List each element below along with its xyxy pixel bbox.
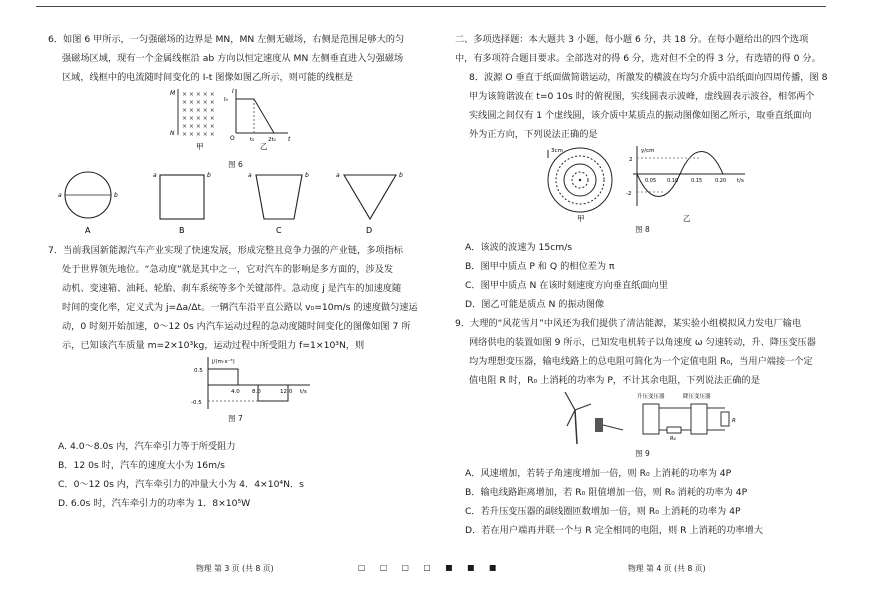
fig8-yi-label: 乙 bbox=[683, 214, 691, 223]
tick-12: 12.0 bbox=[280, 389, 293, 395]
q8-option-C: C．图甲中质点 N 在该时刻速度方向垂直纸面向里 bbox=[465, 280, 668, 291]
svg-text:a: a bbox=[153, 172, 157, 179]
q7-line: 7．当前我国新能源汽车产业实现了快速发展，形成完整且竞争力强的产业链，多项指标 bbox=[48, 245, 403, 256]
label-R: R bbox=[732, 418, 736, 424]
q8-option-B: B．图甲中质点 P 和 Q 的相位差为 π bbox=[465, 261, 615, 272]
transformers-circuit bbox=[637, 392, 736, 442]
svg-text:b: b bbox=[114, 192, 118, 199]
label-3cm: 3cm bbox=[551, 148, 563, 154]
svg-text:D: D bbox=[366, 226, 373, 235]
shape-C-trapezoid bbox=[248, 172, 309, 235]
question-6 bbox=[48, 30, 423, 239]
q7-option-A: A. 4.0～8.0s 内，汽车牵引力等于所受阻力 bbox=[58, 441, 236, 452]
q8-line: 8．波源 O 垂直于纸面做简谐运动，所激发的横波在均匀介质中沿纸面向四周传播，图 8 bbox=[469, 72, 828, 83]
label-ycm: y/cm bbox=[641, 148, 655, 154]
label-ts: t/s bbox=[737, 178, 744, 184]
figure-8 bbox=[455, 144, 830, 224]
svg-text:b: b bbox=[207, 172, 211, 179]
caption-fig9: 图 9 bbox=[635, 449, 650, 458]
q8-option-A: A．该波的波速为 15cm/s bbox=[465, 242, 573, 253]
q9-line: 均为理想变压器，输电线路上的总电阻可简化为一个定值电阻 R₀，当用户端接一个定 bbox=[469, 356, 813, 367]
q7-line: 动机、变速箱、油耗、轮胎、刹车系统等多个关键部件。急动度 j 是汽车的加速度随 bbox=[62, 283, 402, 294]
tick-2: 2 bbox=[629, 157, 633, 163]
figure-8-jia bbox=[548, 148, 612, 223]
caption-fig8: 图 8 bbox=[635, 225, 650, 234]
shape-B-square bbox=[153, 172, 211, 235]
q7-option-B: B．12 0s 时，汽车的速度大小为 16m/s bbox=[58, 460, 225, 471]
label-step-up: 升压变压器 bbox=[637, 394, 665, 400]
q9-option-D: D．若在用户端再并联一个与 R 完全相同的电阻，则 R 上消耗的功率增大 bbox=[465, 525, 763, 536]
svg-text:× × × × ×: × × × × × bbox=[182, 99, 215, 106]
q8-option-D: D．图乙可能是质点 N 的振动图像 bbox=[465, 299, 605, 310]
q6-line: 区域，线框中的电流随时间变化的 I-t 图像如图乙所示，则可能的线框是 bbox=[62, 72, 354, 83]
section-heading: 二、多项选择题：本大题共 3 小题，每小题 6 分，共 18 分。在每小题给出的四个选项 bbox=[455, 34, 809, 45]
figure-6-yi bbox=[224, 88, 291, 151]
tick-neg0.5: -0.5 bbox=[191, 400, 202, 406]
q7-option-C: C．0～12 0s 内，汽车牵引力的冲量大小为 4．4×10⁴N．s bbox=[58, 479, 304, 490]
question-7 bbox=[48, 241, 423, 513]
label-I0: I₀ bbox=[224, 97, 228, 103]
label-R0: R₀ bbox=[670, 436, 677, 442]
svg-text:a: a bbox=[248, 172, 252, 179]
q7-line: 示，已知该汽车质量 m=2×10³kg，运动过程中所受阻力 f=1×10³N，则 bbox=[62, 340, 365, 351]
q6-line: 6．如图 6 甲所示，一匀强磁场的边界是 MN，MN 左侧无磁场，右侧是范围足够大的匀 bbox=[48, 34, 405, 45]
caption-fig7: 图 7 bbox=[228, 414, 243, 423]
section-heading-2: 中，有多项符合题目要求。全部选对的得 6 分，选对但不全的得 3 分，有选错的得 0 分。 bbox=[455, 53, 821, 64]
q7-line: 时间的变化率，定义式为 j=Δa/Δt。一辆汽车沿平直公路以 v₀=10m/s 的速度做匀速运 bbox=[62, 302, 418, 313]
axis-t: t bbox=[288, 136, 291, 143]
label-M: M bbox=[170, 90, 176, 97]
svg-text:× × × × ×: × × × × × bbox=[182, 115, 215, 122]
graph-ylabel: j/(m·s⁻³) bbox=[212, 359, 235, 365]
figure-8-yi bbox=[626, 146, 745, 223]
axis-O: O bbox=[230, 135, 235, 142]
footer-page-3: 物理 第 3 页 (共 8 页) bbox=[196, 564, 274, 573]
q9-option-B: B．输电线路距离增加，若 R₀ 阻值增加一倍，则 R₀ 消耗的功率为 4P bbox=[465, 487, 748, 498]
q9-line: 值电阻 R 时，R₀ 上消耗的功率为 P，不计其余电阻，下列说法正确的是 bbox=[469, 375, 760, 386]
svg-text:B: B bbox=[179, 226, 185, 235]
left-page bbox=[48, 30, 423, 513]
q8-line: 甲为该简谐波在 t=0 10s 时的俯视图，实线圆表示波峰，虚线圆表示波谷，相邻两个 bbox=[469, 91, 815, 102]
caption-fig6: 图 6 bbox=[228, 160, 243, 169]
question-9 bbox=[455, 314, 830, 540]
q7-line: 动，0 时刻开始加速，0～12 0s 内汽车运动过程的急动度随时间变化的图像如图 7 所 bbox=[62, 321, 411, 332]
q9-option-A: A．风速增加，若转子角速度增加一倍，则 R₀ 上消耗的功率为 4P bbox=[465, 468, 732, 479]
tick-0.5: 0.5 bbox=[194, 368, 203, 374]
q9-option-C: C．若升压变压器的副线圈匝数增加一倍，则 R₀ 上消耗的功率为 4P bbox=[465, 506, 741, 517]
svg-text:× × × × ×: × × × × × bbox=[182, 107, 215, 114]
svg-text:× × × × ×: × × × × × bbox=[182, 91, 215, 98]
top-rule bbox=[36, 6, 826, 7]
svg-text:A: A bbox=[85, 226, 91, 235]
tick-0.10: 0.10 bbox=[667, 178, 679, 184]
q8-line: 外为正方向，下列说法正确的是 bbox=[469, 129, 598, 140]
figure-6 bbox=[48, 87, 423, 159]
q6-line: 强磁场区域，现有一个金属线框沿 ab 方向以恒定速度从 MN 左侧垂直进入匀强磁场 bbox=[62, 53, 404, 64]
label-step-down: 降压变压器 bbox=[683, 394, 711, 400]
svg-text:a: a bbox=[336, 172, 340, 179]
shape-D-triangle bbox=[336, 172, 403, 235]
q7-line: 处于世界领先地位。“急动度”就是其中之一，它对汽车的影响是多方面的，涉及发 bbox=[62, 264, 394, 275]
tick-0.15: 0.15 bbox=[691, 178, 703, 184]
label-2t0: 2t₀ bbox=[268, 137, 276, 143]
q8-line: 实线圆之间仅有 1 个虚线圆，该介质中某质点的振动图像如图乙所示，取垂直纸面向 bbox=[469, 110, 812, 121]
figure-7-graph bbox=[48, 355, 423, 411]
wind-turbine-icon bbox=[565, 392, 623, 444]
q7-option-D: D. 6.0s 时，汽车牵引力的功率为 1．8×10⁵W bbox=[58, 498, 251, 509]
tick-neg2: -2 bbox=[626, 191, 632, 197]
fig8-jia-label: 甲 bbox=[577, 214, 585, 223]
svg-text:b: b bbox=[305, 172, 309, 179]
svg-text:C: C bbox=[276, 226, 282, 235]
label-N: N bbox=[170, 130, 175, 137]
tick-4: 4.0 bbox=[231, 389, 240, 395]
svg-text:b: b bbox=[399, 172, 403, 179]
svg-text:× × × × ×: × × × × × bbox=[182, 131, 215, 138]
label-t0: t₀ bbox=[250, 137, 255, 143]
fig6-yi-label: 乙 bbox=[260, 142, 268, 151]
right-page bbox=[455, 30, 830, 540]
fig6-jia-label: 甲 bbox=[196, 142, 204, 151]
footer-page-4: 物理 第 4 页 (共 8 页) bbox=[628, 564, 706, 573]
shape-options bbox=[48, 171, 423, 239]
figure-9 bbox=[455, 390, 830, 446]
graph-xlabel: t/s bbox=[300, 389, 307, 395]
svg-text:a: a bbox=[58, 192, 62, 199]
axis-I: I bbox=[232, 88, 234, 95]
figure-6-jia bbox=[170, 89, 215, 151]
q9-line: 网络供电的装置如图 9 所示，已知发电机转子以角速度 ω 匀速转动，升、降压变压器 bbox=[469, 337, 816, 348]
svg-text:× × × × ×: × × × × × bbox=[182, 123, 215, 130]
shape-A-circle bbox=[58, 172, 118, 235]
q9-line: 9．大理的“风花雪月”中风还为我们提供了清洁能源，某实验小组模拟风力发电厂输电 bbox=[455, 318, 802, 329]
tick-0.20: 0.20 bbox=[715, 178, 727, 184]
question-8 bbox=[455, 68, 830, 314]
tick-0.05: 0.05 bbox=[645, 178, 657, 184]
tick-8: 8.0 bbox=[252, 389, 261, 395]
center-marks: □ □ □ □ ■ ■ ■ bbox=[358, 563, 503, 572]
